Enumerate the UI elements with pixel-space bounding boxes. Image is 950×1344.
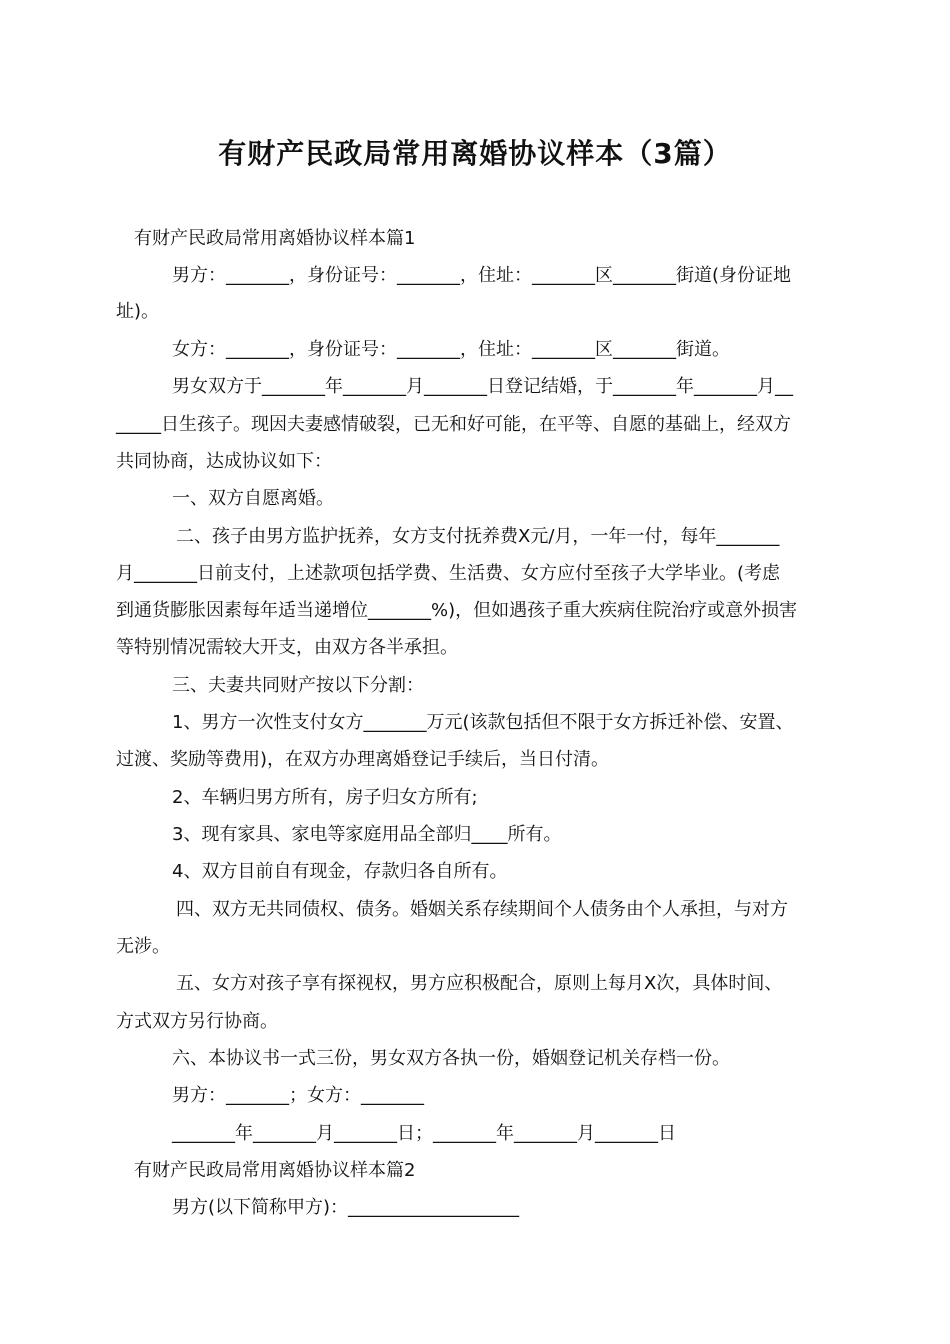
paragraph-line: _____日生孩子。现因夫妻感情破裂，已无和好可能，在平等、自愿的基础上，经双方 (116, 414, 791, 435)
clause-3: 三、夫妻共同财产按以下分割： (172, 675, 424, 696)
paragraph-line: 址)。 (116, 301, 160, 322)
sub-clause-3: 3、现有家具、家电等家庭用品全部归____所有。 (172, 824, 562, 845)
paragraph-line: 女方：_______，身份证号：_______，住址：_______区_______街道。 (172, 339, 730, 360)
clause-1: 一、双方自愿离婚。 (172, 488, 334, 509)
clause-2: 二、孩子由男方监护抚养，女方支付抚养费X元/月，一年一付，每年_______ (176, 526, 780, 547)
paragraph-line: 男女双方于_______年_______月_______日登记结婚，于_______年_______月__ (172, 376, 793, 397)
document-title: 有财产民政局常用离婚协议样本（3篇） (218, 137, 732, 170)
paragraph-line: 共同协商，达成协议如下： (116, 451, 332, 472)
paragraph-line: 等特别情况需较大开支，由双方各半承担。 (116, 637, 458, 658)
sub-clause-2: 2、车辆归男方所有，房子归女方所有; (172, 787, 478, 808)
paragraph-line: 到通货膨胀因素每年适当递增位_______%)，但如遇孩子重大疾病住院治疗或意外损害 (116, 600, 798, 621)
sub-clause-4: 4、双方目前自有现金，存款归各自所有。 (172, 861, 508, 882)
paragraph-line: 月_______日前支付，上述款项包括学费、生活费、女方应付至孩子大学毕业。(考虑 (116, 563, 781, 584)
paragraph-line: 男方：_______，身份证号：_______，住址：_______区_______街道(身份证地 (172, 265, 792, 286)
clause-4: 四、双方无共同债权、债务。婚姻关系存续期间个人债务由个人承担，与对方 (176, 899, 788, 920)
sub-clause-1: 1、男方一次性支付女方_______万元(该款包括但不限于女方拆迁补偿、安置、 (172, 712, 794, 733)
paragraph-line: 无涉。 (116, 936, 170, 957)
clause-5: 五、女方对孩子享有探视权，男方应积极配合，原则上每月X次，具体时间、 (176, 973, 783, 994)
paragraph-line: 方式双方另行协商。 (116, 1011, 278, 1032)
date-line: _______年_______月_______日；_______年_______月_______日 (172, 1123, 676, 1144)
paragraph-line: 男方(以下简称甲方)：___________________ (172, 1197, 520, 1218)
section-heading-1: 有财产民政局常用离婚协议样本篇1 (134, 228, 416, 249)
clause-6: 六、本协议书一式三份，男女双方各执一份，婚姻登记机关存档一份。 (172, 1048, 730, 1069)
paragraph-line: 过渡、奖励等费用)，在双方办理离婚登记手续后，当日付清。 (116, 749, 610, 770)
section-heading-2: 有财产民政局常用离婚协议样本篇2 (134, 1160, 416, 1181)
signature-line: 男方：_______；女方：_______ (172, 1085, 424, 1106)
